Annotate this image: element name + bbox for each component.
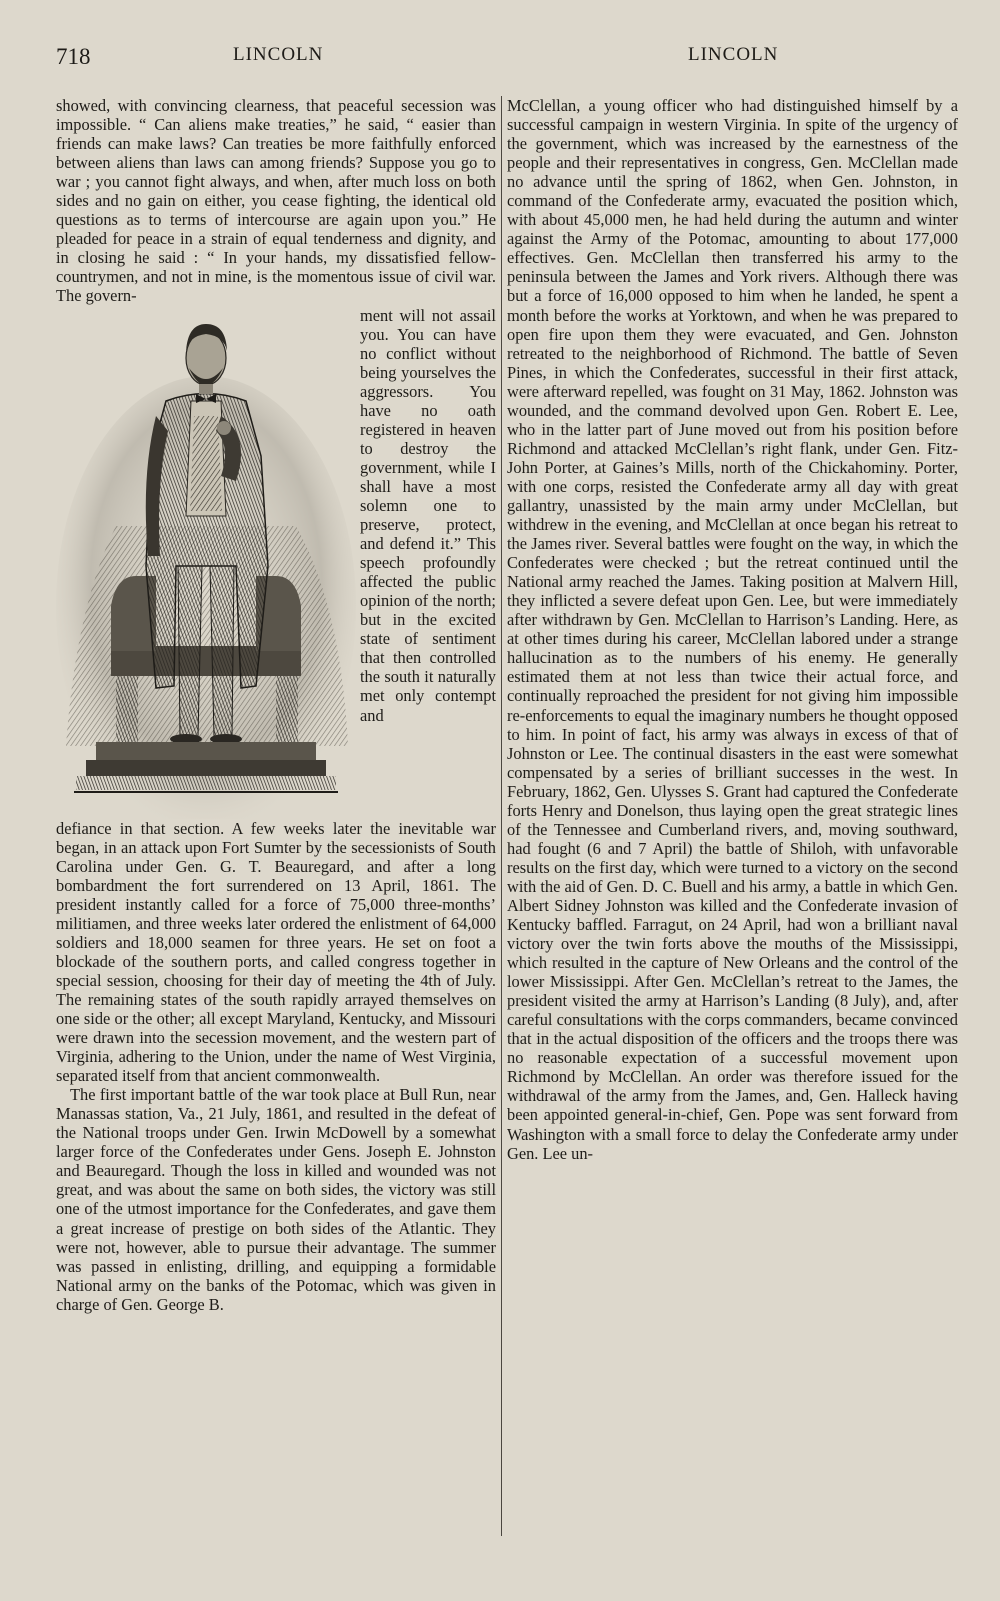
text-beside-figure — [360, 306, 496, 725]
left-column — [56, 96, 496, 1314]
page-number: 718 — [56, 44, 91, 69]
bull-run-paragraph: The first important battle of the war took place at Bull Run, near Manassas station, Va., 21 July, 1861, and resulted in the defeat of the National troops under Gen. Irwin McDowell by a somewhat larger force of the Confederates under Gens. Joseph E. Johnston and Beauregard. Though the loss in killed and wounded was not great, and was about the same on both sides, the victory was still one of the utmost importance for the Confederates, and gave them a great increase of prestige on both sides of the Atlantic. They were not, however, able to pursue their advantage. The summer was passed in enlisting, drilling, and equipping a formidable National army on the banks of the Potomac, which was given in charge of Gen. George B. — [56, 1085, 496, 1314]
page-header — [0, 44, 1000, 76]
statue-engraving-icon — [56, 306, 356, 819]
after-figure-paragraph: defiance in that section. A few weeks later the inevitable war began, in an attack upon Fort Sumter by the secessionists of South Carolina under Gen. G. T. Beauregard, and after a long bombardment the fort surrendered on 13 April, 1861. The president instantly called for a force of 75,000 three-months’ militiamen, and three weeks later ordered the enlistment of 64,000 soldiers and 18,000 seamen for three years. He set on foot a blockade of the southern ports, and called congress together in special session, choosing for their day of meeting the 4th of July. The remaining states of the south rapidly arrayed themselves on one side or the other; all except Maryland, Kentucky, and Missouri were drawn into the secession movement, and the western part of Virginia, adhering to the Union, under the name of West Virginia, separated itself from that ancient commonwealth. — [56, 818, 496, 1086]
lincoln-statue-illustration — [56, 306, 356, 819]
right-column-paragraph: McClellan, a young officer who had distinguished himself by a successful campaign in western Virginia. In spite of the urgency of the government, which was increased by the earnestness of the people and their representatives in congress, Gen. McClellan made no advance until the spring of 1862, when Gen. Johnston, in command of the Confederate army, evacuated the position which, with about 45,000 men, he had held during the autumn and winter against the Army of the Potomac, amounting to about 177,000 effectives. Gen. McClellan then transferred his army to the peninsula between the James and York rivers. Although there was but a force of 16,000 opposed to him when he landed, he spent a month before the works at Yorktown, and when he was prepared to open fire upon them they were evacuated, and Gen. Johnston retreated to the neighborhood of Richmond. The battle of Seven Pines, in which the Confederates, successful in their first attack, were afterward repelled, was fought on 31 May, 1862. Johnston was wounded, and the command devolved upon Gen. Robert E. Lee, who in the latter part of June moved out from his position before Richmond and attacked McClellan’s right flank, under Gen. Fitz-John Porter, at Gaines’s Mills, north of the Chickahominy. Porter, with one corps, resisted the Confederate army all day with great gallantry, unassisted by the main army under McClellan, but withdrew in the evening, and McClellan at once began his retreat to the James river. Several battles were fought on the way, in which the Confederates were checked ; but the retreat continued until the National army reached the James. Taking position at Malvern Hill, they inflicted a severe defeat upon Gen. Lee, but were immediately after withdrawn by Gen. McClellan to Harrison’s Landing. Here, as at other times during his career, McClellan labored under a strange hallucination as to the numbers of his enemy. He generally estimated them at not less than twice their actual force, and continually reproached the president for not giving him impossible re-enforcements to equal the imaginary numbers he thought opposed to him. In point of fact, his army was always in excess of that of Johnston or Lee. The continual disasters in the east were somewhat compensated by a series of brilliant successes in the west. In February, 1862, Gen. Ulysses S. Grant had captured the Confederate forts Henry and Donelson, thus laying open the great strategic lines of the Tennessee and Cumberland rivers, and, moving southward, had fought (6 and 7 April) the battle of Shiloh, with unfavorable results on the first day, which were turned to a victory on the second with the aid of Gen. D. C. Buell and his army, a battle in which Gen. Albert Sidney Johnston was killed and the Confederate invasion of Kentucky baffled. Farragut, on 24 April, had won a brilliant naval victory over the twin forts above the mouths of the Mississippi, which resulted in the capture of New Orleans and the control of the lower Mississippi. After Gen. McClellan’s retreat to the James, the president visited the army at Harrison’s Landing (8 July), and, after careful consultations with the corps commanders, became convinced that in the actual disposition of the officers and the troops there was no reasonable expectation of a successful movement upon Richmond by McClellan. An order was therefore issued for the withdrawal of the army from the James, and, Gen. Halleck having been appointed general-in-chief, Gen. Pope was sent forward from Washington with a small force to delay the Confederate army under Gen. Lee un- — [507, 96, 958, 1163]
beside-figure-paragraph: ment will not assail you. You can have no conflict without being yourselves the aggressors. You have no oath registered in heaven to destroy the government, while I shall have a most solemn one to preserve, protect, and defend it.” This speech profoundly affected the public opinion of the north; but in the excited state of sentiment that then controlled the south it naturally met only contempt and — [360, 305, 496, 725]
running-head-left: LINCOLN — [233, 44, 324, 65]
left-lead-paragraph: showed, with convincing clearness, that peaceful secession was impossible. “ Can aliens make treaties,” he said, “ easier than friends can make laws? Can treaties be more faithfully enforced between aliens than laws can among friends? Suppose you go to war ; you cannot fight always, and when, after much loss on both sides and no gain on either, you cease fighting, the identical old questions as to terms of intercourse are again upon you.” He pleaded for peace in a strain of equal tenderness and dignity, and in closing he said : “ In your hands, my dissatisfied fellow-countrymen, and not in mine, is the momentous issue of civil war. The govern- — [56, 96, 496, 306]
figure-wrap — [56, 306, 496, 819]
running-head-right: LINCOLN — [688, 44, 779, 65]
column-rule — [501, 96, 502, 1536]
right-column — [507, 96, 958, 1163]
